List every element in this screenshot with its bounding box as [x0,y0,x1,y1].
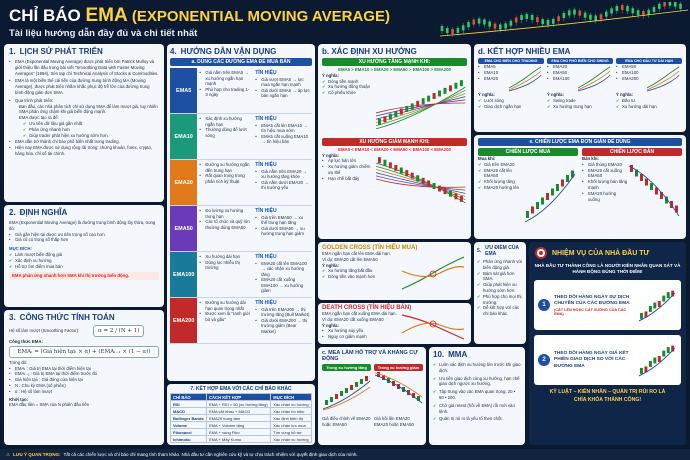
signal-title: TÍN HIỆU [255,162,277,168]
purpose-list [9,252,159,269]
ema-row-label: EMA20 [170,160,197,205]
signal-title: TÍN HIỆU [255,300,277,306]
ema-rows [170,68,312,344]
list-item: • Hạn chế bắt đáy [322,176,372,182]
ema-row-signal [253,68,312,113]
list-item: • Phù hợp cho trading 1-3 ngày [199,87,251,98]
multi-ema-meaning-list [478,98,544,110]
multi-ema-heading: d. KẾT HỢP NHIỀU EMA [478,47,571,56]
smoothing-formula: α = 2 / (N + 1) [93,325,144,337]
multi-ema-column-title: EMA CHO ĐẦU TƯ DÀI HẠN [616,58,682,64]
list-item: • EMA50 [616,64,646,70]
step-number: 1 [538,299,550,311]
list-item: • Xu hướng suy yếu [322,328,400,334]
combine-indicators-table [170,393,312,443]
signal-title: TÍN HIỆU [255,70,277,76]
resistance-chart [374,371,423,411]
list-item: • EMA100 [547,76,577,82]
list-item: ✔ Giao dịch ngắn hạn [478,104,544,110]
header-candles-decoration [440,2,688,40]
buy-strategy-label: CHIẾN LƯỢC MUA [478,148,578,156]
table-row: RSI EMA + RSI > 50 (xu hướng tăng) Xác nhận xu hướng [171,401,312,408]
ema-row-signal [253,206,312,251]
history-sub-intro2: EMA được tạo ra để: [19,115,59,121]
list-item: ✔ Dễ kết hợp với các chỉ báo khác. [477,305,523,317]
combine-indicators-heading: 7. KẾT HỢP EMA VỚI CÁC CHỈ BÁO KHÁC [190,386,292,392]
list-item: • EMA20 hướng xuống [582,191,628,203]
ema-row [170,252,312,298]
ema-row [170,298,312,344]
section-advantages [474,242,526,344]
list-item: • Giá trên EMA50 → xu thế trung hạn tăng [255,215,310,226]
multi-ema-column-title: EMA CHO BIÊN CHO TRADING [478,58,544,64]
golden-cross-meaning-label: Ý nghĩa: [322,262,339,268]
init-label: Khởi tạo: [9,396,29,402]
list-item: ✔ Swing trade [547,98,613,104]
support-resistance-heading: c. MEA LÀM HỖ TRỢ VÀ KHÁNG CỰ ĐỘNG [322,350,418,362]
history-sub-intro: Ban đầu, các nhà phân tích chỉ sử dụng SMA để làm mượt giá, tuy nhiên SMA phản ứng chậm khi giá biến động mạnh. [19,103,158,115]
multi-ema-column-title: EMA CHO PHỔ BIẾN CHO SWING [547,58,613,64]
list-item: ✔ Khối lượng tăng [478,179,524,185]
list-item: • EMA20 [478,76,508,82]
ema-row-desc [197,160,253,205]
list-item: • EMAₜ : Giá trị EMA tại thời điểm hiện tại [9,366,159,372]
list-item: • EMA20 cắt xuống EMA50 [582,168,628,180]
where-label: Trong đó: [9,359,28,365]
ema-row-desc [197,252,253,297]
table-header-row: CHỈ BÁO CÁCH KẾT HỢP MỤC ĐÍCH [171,394,312,401]
ema-row-label: EMA200 [170,298,197,343]
list-item: • EMA100 [616,70,646,76]
list-item: • EMA là một biến thể cải tiến của đường trung bình động MA (Moving Average), được phát triển nhằm khắc phục độ trễ lớn của đường trung bình động giản đơn SMA. [9,78,159,95]
formula-vars [9,366,159,395]
sell-list [582,162,628,226]
list-item: ✔ EMA20 cắt lên EMA50 [478,168,524,180]
golden-cross-example: Ví dụ: EMA20 cắt lên EMA50 [322,256,378,262]
section-definition [4,205,164,307]
signal-title: TÍN HIỆU [255,208,277,214]
ema-row-desc [197,68,253,113]
death-cross-example: Ví dụ: EMA20 cắt xuống EMA50 [322,316,384,322]
step-subtext: (CẮT LÊN HOẶC CẮT XUỐNG CỦA CÁC EMA) [554,307,627,316]
list-item: ✔ Luôn xác định xu hướng lớn trước khi giao dịch. [433,362,521,374]
history-list [9,59,159,104]
golden-cross-list [322,268,400,280]
ema-row-label: EMA50 [170,206,197,251]
history-after-list [9,139,159,156]
uptrend-order: EMA5 > EMA10 > EMA20 > EMA50 > EMA100 > EMA200 [338,67,451,72]
list-item: ✔ Giúp phát hiện xu hướng sớm hơn. [477,282,523,294]
sell-strategy-label: CHIẾN LƯỢC BÁN [582,148,682,156]
table-row: Volume EMA + Volume tăng Xác nhận lực mua [171,422,312,429]
list-item: • Giá nằm trên EMA20 → xu hướng tăng khỏe [255,169,310,180]
list-item: ✔ Phản ứng nhanh với biến động giá. [477,259,523,271]
multi-ema-meaning-label: Ý nghĩa: [478,92,495,97]
list-item: • Giá nằm dưới EMA20 → thị trường yếu [255,180,310,191]
list-item: • EMA20 cắt xuống EMA100 → xu hướng giảm [255,277,310,294]
list-item: • Được xem là "ranh giới bò và gấu" [199,311,251,322]
downtrend-chart [374,153,467,215]
list-item: • Các tổ chức và quỹ lớn thường dùng EMA50 [199,219,251,230]
resistance-text-2: EMA20 hoặc EMA50 [374,421,414,427]
table-row: Ichimoku EMA + Mây Kumo Xác nhận xu hướng [171,436,312,443]
section-history [4,44,164,202]
death-cross-desc: EMA ngắn hạn cắt xuống EMA dài hạn. [322,311,397,316]
header [0,0,690,42]
multi-ema-meaning-label: Ý nghĩa: [616,92,633,97]
golden-cross-desc: EMA ngắn hạn cắt lên EMA dài hạn. [322,251,391,256]
golden-cross-chart [400,251,466,295]
section-strategy [474,135,686,239]
section-mma [429,347,525,445]
list-item: • N : Chu kỳ EMA (số phiên) [9,383,159,389]
downtrend-meaning-list [322,158,372,181]
ema-row [170,160,312,206]
list-item: ✔ Phù hợp cho mọi thị trường. [477,294,523,306]
list-item: • EMA (Exponential Moving Average) được phát triển bởi Patrick Mulloy và giới thiệu lần đầu trong bài viết "Smoothing Data with Faster Moving Averages" (1994), trên tạp chí Technical Analysis of Stocks & Commodities. [9,59,159,76]
section-golden-cross [318,242,471,300]
ema-row [170,206,312,252]
multi-ema-meaning-list [547,98,613,110]
downtrend-order: EMA5 < EMA10 < EMA20 < EMA50 < EMA100 < EMA200 [338,146,451,152]
ema-row-label: EMA100 [170,252,197,297]
list-item: • Giá gần hiện tại được ưu tiên trọng số cao hơn [9,232,159,238]
section-multi-ema [474,44,686,132]
list-item: • Giá dưới EMA5 → áp lực bán ngắn hạn [255,88,310,99]
uptrend-support-label: Trong xu hướng tăng [322,364,371,371]
section-history-heading: 1. LỊCH SỬ PHÁT TRIỂN [9,47,103,56]
downtrend-meaning-label: Ý nghĩa: [322,152,339,158]
list-item: • EMA20 [547,64,577,70]
ema-row-desc [197,206,253,251]
list-item: • Xu hướng dài hạn [199,254,251,260]
list-item: • Giá dưới EMA50 → xu hướng trung hạn giảm [255,226,310,237]
uptrend-chart [374,73,467,135]
target-icon [534,246,548,260]
list-item: ✔ Giá trên EMA20 [478,162,524,168]
list-item: • Dùng lọc nhiễu thị trường [199,260,251,271]
section-formula [4,310,164,445]
downtrend-banner: XU HƯỚNG GIẢM MẠNH KHI: [322,138,467,146]
mission-footer: KỶ LUẬT – KIÊN NHẪN – QUẢN TRỊ RỦI RO LÀ CHÌA KHÓA THÀNH CÔNG! [549,389,666,403]
list-item: • Xu hướng giảm chiếm ưu thế [322,164,372,176]
list-item: ✔ Xu hướng đồng thuận [322,84,372,90]
list-item: • Thường dùng để lướt sóng [199,127,251,138]
advantages-heading: 5. ƯU ĐIỂM CỦA EMA [477,245,519,257]
ema-row [170,114,312,160]
death-cross-list [322,328,400,340]
section-trend [318,44,471,239]
ema-row-desc [197,298,253,343]
list-item: ✔ Đầu tư [616,98,682,104]
init-text: EMA đầu tiên = SMA của N phiên đầu tiên [9,402,90,408]
list-item: • Đường xu hướng ngắn đến trung hạn [199,162,251,173]
mission-step [534,280,681,330]
footer-label: LƯU Ý QUAN TRỌNG: [13,452,61,457]
ema-formula-label: Công thức EMA: [9,339,43,344]
list-item: • Giá trên EMA200 → thị trường tăng (Bull Market) [255,307,310,318]
section-definition-heading: 2. ĐỊNH NGHĨA [9,208,68,217]
buy-strategy-chart [524,162,576,226]
signal-title: TÍN HIỆU [255,254,277,260]
list-item: ✔ Chờ giá retest (hồi về EMA) rồi mới vào lệnh. [433,403,521,415]
list-item: • EMA5 cắt xuống EMA10 → tín hiệu bán [255,134,310,145]
purpose-heading: MỤC ĐÍCH: [9,246,32,252]
list-item: ✔ Cổ phiếu khỏe [322,90,372,96]
mission-heading: NHIỆM VỤ CỦA NHÀ ĐẦU TƯ [552,249,650,257]
page-title: CHỈ BÁO EMA (EXPONENTIAL MOVING AVERAGE) [9,5,390,26]
ema-row-label: EMA10 [170,114,197,159]
multi-ema-chart [508,64,542,92]
list-item: • EMA200 [616,76,646,82]
list-item: ✔ Hỗ trợ tìm điểm mua bán [9,264,159,270]
list-item: ✔ Lướt sóng [478,98,544,104]
list-item: ✔ Quản trị rủi ro là yếu tố then chốt. [433,416,521,422]
history-checks [19,121,159,138]
multi-ema-chart [646,64,680,92]
support-text: Giá điều chỉnh về EMA20 hoặc EMA50 [322,416,371,427]
list-item: • EMA dần trở thành chỉ báo phổ biến nhất trong trading. [9,139,159,145]
multi-ema-list [478,64,508,92]
strategy-heading: e. CHIẾN LƯỢC EMA ĐƠN GIẢN ĐỂ DÙNG [478,138,682,146]
usage-subheading: a. DÙNG CÁC ĐƯỜNG EMA ĐỂ MUA BÁN [170,58,312,66]
section-combine-indicators [167,384,315,445]
list-item: • EMA20 cắt lên EMA100 → xác nhận xu hướng tăng [255,261,310,278]
list-item: ✔ Bám sát giá hơn SMA. [477,271,523,283]
death-cross-meaning-label: Ý nghĩa: [322,322,339,328]
section-trend-heading: b. XÁC ĐỊNH XU HƯỚNG [322,47,417,56]
multi-ema-column [547,58,613,109]
list-item: • Giá dưới EMA200 → thị trường giảm (Bear Market) [255,318,310,335]
list-item: • α : Hệ số làm mượt [9,389,159,395]
footer-text: Tất cả các chiến lược và chỉ báo chỉ mang tính tham khảo. Nhà đầu tư cần nghiên cứu kỹ và tự chịu trách nhiệm với quyết định giao dịch của mình. [63,452,358,457]
list-item: ✔ Phản ứng nhanh hơn [23,127,159,133]
section-usage [167,44,315,381]
list-item: • EMAₜ₋₁ : Giá trị EMA tại thời điểm trước đó [9,371,159,377]
downtrend-resistance-label: Trong xu hướng giảm [374,364,423,371]
support-chart [322,371,371,411]
ema-row-signal [253,298,312,343]
list-item: • EMA5 cắt lên EMA10 → tín hiệu mua sớm [255,123,310,134]
list-item: ✔ Ưu tiên dữ liệu giá gần nhất [23,121,159,127]
sell-strategy-chart [628,162,680,226]
section-formula-heading: 3. CÔNG THỨC TÍNH TOÁN [9,313,115,322]
multi-ema-meaning-list [616,98,682,110]
death-cross-chart [400,311,466,343]
uptrend-banner: XU HƯỚNG TĂNG MẠNH KHI: [322,58,467,66]
ema-row-label: EMA5 [170,68,197,113]
definition-text: EMA (Exponential Moving Average) là đường trung bình động lũy thừa, trong đó: [9,220,156,231]
list-item: • Rất quan trọng trong phân tích kỹ thuật [199,173,251,184]
list-item: • EMA10 [478,70,508,76]
list-item: ✔ EMA20 hướng lên [478,185,524,191]
ema-row-signal [253,114,312,159]
golden-cross-heading: GOLDEN CROSS (TÍN HIỆU MUA) [322,245,418,251]
mma-list [433,362,521,422]
step-chart [637,340,677,380]
table-row: MACD EMA cắt nhau + MACD Xác nhận tín hiệu [171,408,312,415]
buy-when: Mua khi: [478,156,496,161]
list-item: • Áp lực bán lớn [322,158,372,164]
multi-ema-column [478,58,544,109]
signal-title: TÍN HIỆU [255,116,277,122]
list-item: • Đường xu hướng dài hạn quan trọng nhất [199,300,251,311]
ema-row-signal [253,252,312,297]
ema-row [170,68,312,114]
section-support-resistance [318,347,426,445]
death-cross-heading: DEATH CROSS (TÍN HIỆU BÁN) [322,305,412,311]
definition-list [9,232,159,244]
ema-row-desc [197,114,253,159]
list-item: ✔ Xu hướng trung hạn [547,104,613,110]
list-item: • EMA50 [547,70,577,76]
section-death-cross [318,303,471,344]
list-item: • Giá cũ có trọng số thấp hơn [9,237,159,243]
list-item: • Xác định xu hướng ngắn hạn [199,116,251,127]
list-item: • Giá nằm trên EMA5 → xu hướng ngắn hạn mạnh [199,70,251,87]
mma-heading: 10. MMA [433,350,468,359]
multi-ema-list [547,64,577,92]
table-row: Fibonacci EMA + vùng Fibo Tìm vùng hỗ trợ [171,429,312,436]
multi-ema-meaning-label: Ý nghĩa: [547,92,564,97]
list-item: ✔ Xác định xu hướng [9,258,159,264]
list-item: ✔ Làm mượt biến động giá [9,252,159,258]
list-item: • Giá thủng EMA20 [582,162,628,168]
section-usage-heading: 4. HƯỚNG DẪN VẬN DỤNG [170,47,277,56]
uptrend-meaning-label: Ý nghĩa: [322,72,339,78]
ema-formula: EMAₜ = (Giá hiện tạiₜ × α) + (EMAₜ₋₁ × (1 − α)) [9,346,159,358]
mission-step [534,335,681,385]
step-text: THEO DÕI HÀNG NGÀY SỰ DỊCH CHUYỂN CỦA CÁC ĐƯỜNG EMA [554,294,630,307]
list-item: ✔ Ưu tiên giao dịch cùng xu hướng, hạn chế giao dịch ngược xu hướng. [433,376,521,388]
warning-icon: ⚠ [6,451,11,457]
multi-ema-list [616,64,646,92]
step-chart [637,285,677,325]
multi-ema-column [616,58,682,109]
list-item: ✔ Tập trung vào các EMA quan trọng: 20 • 50 • 200. [433,389,521,401]
definition-note: EMA phản ứng nhanh hơn SMA khi thị trường biến động. [9,272,159,280]
list-item: • Hiện nay EMA được sử dụng rộng rãi trong: chứng khoán, forex, crypto, hàng hóa, chỉ số tài chính. [9,145,159,157]
multi-ema-chart [577,64,611,92]
ema-row-signal [253,160,312,205]
list-item: • Đo lường xu hướng trung hạn [199,208,251,219]
step-number: 2 [538,354,550,366]
mission-intro: NHÀ ĐẦU TƯ THÀNH CÔNG LÀ NGƯỜI KIÊN NHẪN QUAN SÁT VÀ HÀNH ĐỘNG ĐÚNG THỜI ĐIỂM! [534,263,681,275]
list-item: ✔ Xu hướng tăng bắt đầu [322,268,400,274]
list-item: • Khối lượng bán tăng mạnh [582,179,628,191]
resistance-text-1: Giá hồi lên EMA20 [374,416,410,421]
advantages-list [477,259,523,317]
section-investor-mission [529,242,686,445]
footer-note [0,449,690,460]
list-item: • EMA5 [478,64,508,70]
list-item: • Nguy cơ giảm mạnh [322,334,400,340]
table-row: Bollinger Bands EMA20 trung tâm Xác định biên độ [171,415,312,422]
smoothing-label: Hệ số làm mượt (Smoothing Factor): [9,328,80,334]
page-subtitle: Tài liệu hướng dẫn đầy đủ và chi tiết nhất [9,28,198,39]
buy-list [478,162,524,226]
step-text: THEO DÕI HÀNG NGÀY GIÁ KẾT PHIÊN GIAO DỊCH SO VỚI CÁC ĐƯỜNG EMA [554,350,629,369]
sell-when: Bán khi: [582,156,599,161]
list-item: ✔ Dòng tiền mạnh [322,79,372,85]
list-item: • Giá hiện tạiₜ : Giá đóng cửa hiện tại [9,377,159,383]
list-item: • Qua trình phát triển: [9,98,159,104]
uptrend-meaning-list [322,79,372,96]
list-item: • Giá vượt EMA5 → lực mua ngắn hạn mạnh [255,77,310,88]
list-item: ✔ Giúp trader phát hiện xu hướng sớm hơn. [23,133,159,139]
list-item: ✔ Dòng tiền vào mạnh hơn [322,274,400,280]
list-item: ✔ Xu hướng dài hạn [616,104,682,110]
